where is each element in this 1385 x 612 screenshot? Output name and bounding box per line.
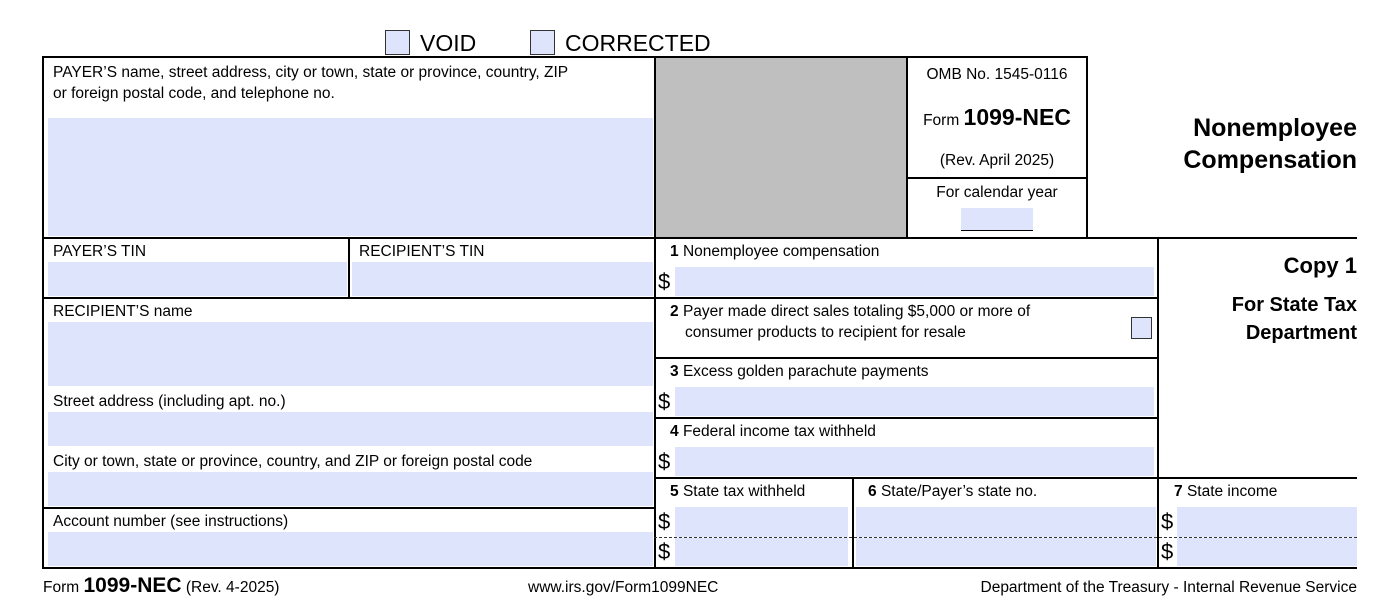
city-label: City or town, state or province, country, and ZIP or foreign postal code — [53, 453, 533, 470]
form-id — [907, 103, 1087, 135]
copy-for-line2: Department — [1245, 322, 1357, 344]
street-label: Street address (including apt. no.) — [53, 393, 286, 410]
recipient-name-input[interactable] — [48, 322, 653, 386]
payer-label — [53, 62, 568, 104]
form-revision: (Rev. April 2025) — [939, 152, 1055, 169]
account-input[interactable] — [48, 532, 653, 566]
divider — [654, 357, 1158, 359]
footer-form-id: Form 1099-NEC (Rev. 4-2025) — [43, 574, 280, 597]
box7-label: 7 State income — [1174, 483, 1278, 500]
dollar-sign: $ — [658, 449, 671, 474]
box5-label: 5 State tax withheld — [670, 483, 806, 500]
divider — [42, 56, 44, 569]
payer-tin-input[interactable] — [48, 262, 347, 296]
box6-input-2[interactable] — [856, 538, 1156, 566]
void-checkbox[interactable] — [385, 30, 410, 55]
divider — [654, 56, 656, 569]
calendar-year-label: For calendar year — [936, 184, 1058, 201]
dollar-sign: $ — [658, 389, 671, 414]
dashed-divider — [654, 537, 1357, 538]
form-number: 1099-NEC — [963, 104, 1071, 130]
footer-url[interactable]: www.irs.gov/Form1099NEC — [528, 579, 719, 596]
box4-label: 4 Federal income tax withheld — [670, 423, 876, 440]
box4-input[interactable] — [675, 447, 1154, 476]
box2-label: 2 Payer made direct sales totaling $5,000 or more of consumer products to recipient for resale — [670, 303, 1031, 341]
box7-input-2[interactable] — [1177, 538, 1357, 566]
void-label: VOID — [420, 30, 477, 56]
dollar-sign: $ — [658, 539, 671, 564]
box3-input[interactable] — [675, 387, 1154, 416]
dollar-sign: $ — [1161, 509, 1174, 534]
box5-input-2[interactable] — [675, 538, 848, 566]
box2-checkbox[interactable] — [1131, 317, 1152, 339]
omb-number: OMB No. 1545-0116 — [926, 66, 1068, 83]
title-line1: Nonemployee — [1193, 114, 1357, 142]
box5-input-1[interactable] — [675, 507, 848, 537]
box7-input-1[interactable] — [1177, 507, 1357, 537]
recipient-name-label: RECIPIENT’S name — [53, 303, 193, 320]
calendar-year-input[interactable] — [961, 208, 1033, 231]
recipient-tin-label: RECIPIENT’S TIN — [359, 243, 485, 260]
payer-info-input[interactable] — [48, 118, 653, 236]
payer-label-line2: or foreign postal code, and telephone no. — [53, 85, 335, 102]
divider — [42, 56, 1088, 58]
divider — [654, 477, 1357, 479]
divider — [906, 177, 1088, 179]
payer-tin-label: PAYER’S TIN — [53, 243, 147, 260]
box1-label: 1 Nonemployee compensation — [670, 243, 880, 260]
divider — [654, 417, 1158, 419]
box6-input-1[interactable] — [856, 507, 1156, 537]
divider — [852, 477, 854, 569]
divider — [42, 237, 1357, 239]
corrected-checkbox[interactable] — [530, 30, 555, 55]
street-input[interactable] — [48, 412, 653, 446]
copy-for-line1: For State Tax — [1231, 294, 1357, 316]
box1-input[interactable] — [675, 267, 1154, 296]
footer-agency: Department of the Treasury - Internal Revenue Service — [980, 579, 1357, 596]
payer-label-line1: PAYER’S name, street address, city or town, state or province, country, ZIP — [53, 64, 569, 81]
title-line2: Compensation — [1183, 146, 1357, 174]
shaded-area — [656, 58, 907, 238]
dollar-sign: $ — [658, 509, 671, 534]
copy-destination — [1232, 291, 1357, 347]
divider — [1157, 237, 1159, 569]
form-title — [1183, 112, 1357, 176]
box6-label: 6 State/Payer’s state no. — [868, 483, 1038, 500]
dollar-sign: $ — [658, 269, 671, 294]
form-prefix: Form — [923, 112, 960, 129]
corrected-label: CORRECTED — [565, 30, 711, 56]
divider — [42, 567, 1357, 569]
recipient-tin-input[interactable] — [352, 262, 653, 296]
copy-label: Copy 1 — [1283, 253, 1357, 278]
box3-label: 3 Excess golden parachute payments — [670, 363, 929, 380]
city-input[interactable] — [48, 472, 653, 506]
divider — [42, 297, 1158, 299]
divider — [348, 237, 350, 298]
dollar-sign: $ — [1161, 539, 1174, 564]
account-label: Account number (see instructions) — [53, 513, 289, 530]
divider — [42, 507, 655, 509]
